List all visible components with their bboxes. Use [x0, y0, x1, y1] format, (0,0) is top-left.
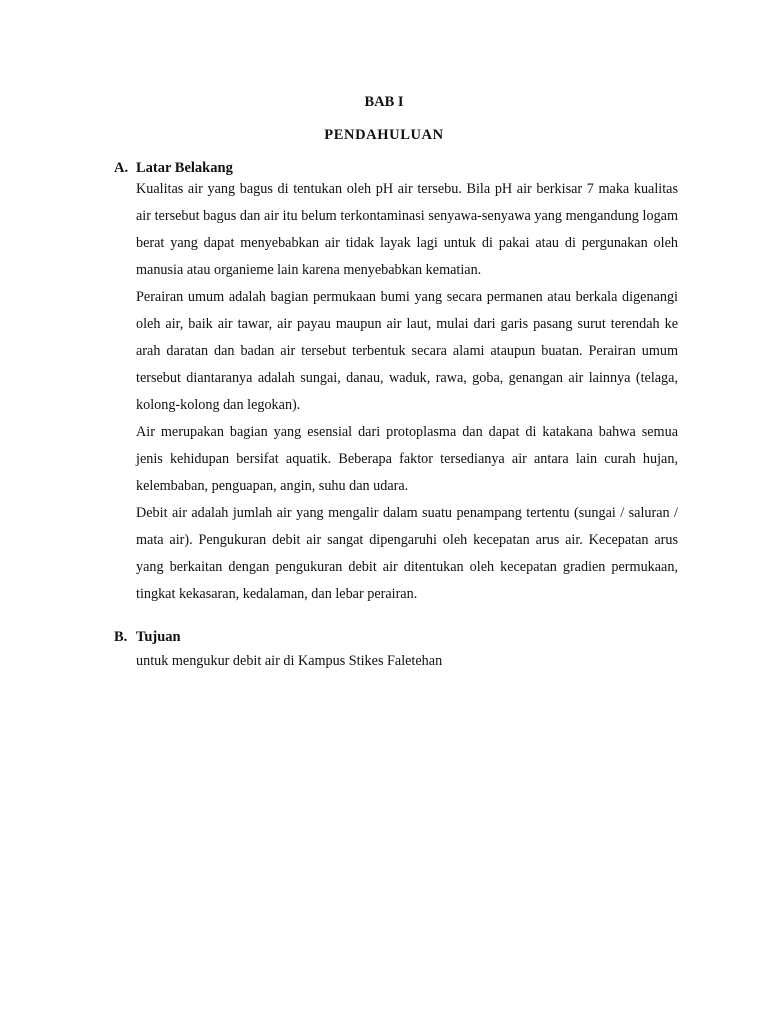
section-body-tujuan [136, 648, 678, 675]
paragraph: Air merupakan bagian yang esensial dari protoplasma dan dapat di katakana bahwa semua jenis kehidupan bersifat aquatik. Beberapa faktor tersedianya air antara lain curah hujan, kelembaban, penguapan, angin, suhu dan udara. [136, 424, 678, 494]
section-title: Tujuan [136, 629, 181, 645]
section-marker: B. [114, 629, 128, 645]
section-heading-latar-belakang [114, 160, 233, 177]
paragraph: Kualitas air yang bagus di tentukan oleh pH air tersebu. Bila pH air berkisar 7 maka kualitas air tersebut bagus dan air itu belum terkontaminasi senyawa-senyawa yang mengandung logam berat yang dapat menyebabkan air tidak layak lagi untuk di pakai atau di pergunakan oleh manusia atau organieme lain karena menyebabkan kematian. [136, 181, 678, 278]
chapter-number: BAB I [364, 94, 404, 110]
section-body-latar-belakang [136, 176, 678, 608]
paragraph: Debit air adalah jumlah air yang mengalir dalam suatu penampang tertentu (sungai / saluran / mata air). Pengukuran debit air sangat dipengaruhi oleh kecepatan arus air. Kecepatan arus yang berkaitan dengan pengukuran debit air ditentukan oleh kecepatan gradien permukaan, tingkat kekasaran, kedalaman, dan lebar perairan. [136, 505, 678, 602]
section-title: Latar Belakang [136, 160, 233, 176]
section-heading-tujuan [114, 629, 181, 646]
chapter-title: PENDAHULUAN [324, 127, 444, 143]
paragraph: untuk mengukur debit air di Kampus Stikes Faletehan [136, 653, 443, 669]
paragraph: Perairan umum adalah bagian permukaan bumi yang secara permanen atau berkala digenangi oleh air, baik air tawar, air payau maupun air laut, mulai dari garis pasang surut terendah ke arah daratan dan badan air tersebut terbentuk secara alami ataupun buatan. Perairan umum tersebut diantaranya adalah sungai, danau, waduk, rawa, goba, genangan air lainnya (telaga, kolong-kolong dan legokan). [136, 289, 678, 413]
section-marker: A. [114, 160, 129, 176]
